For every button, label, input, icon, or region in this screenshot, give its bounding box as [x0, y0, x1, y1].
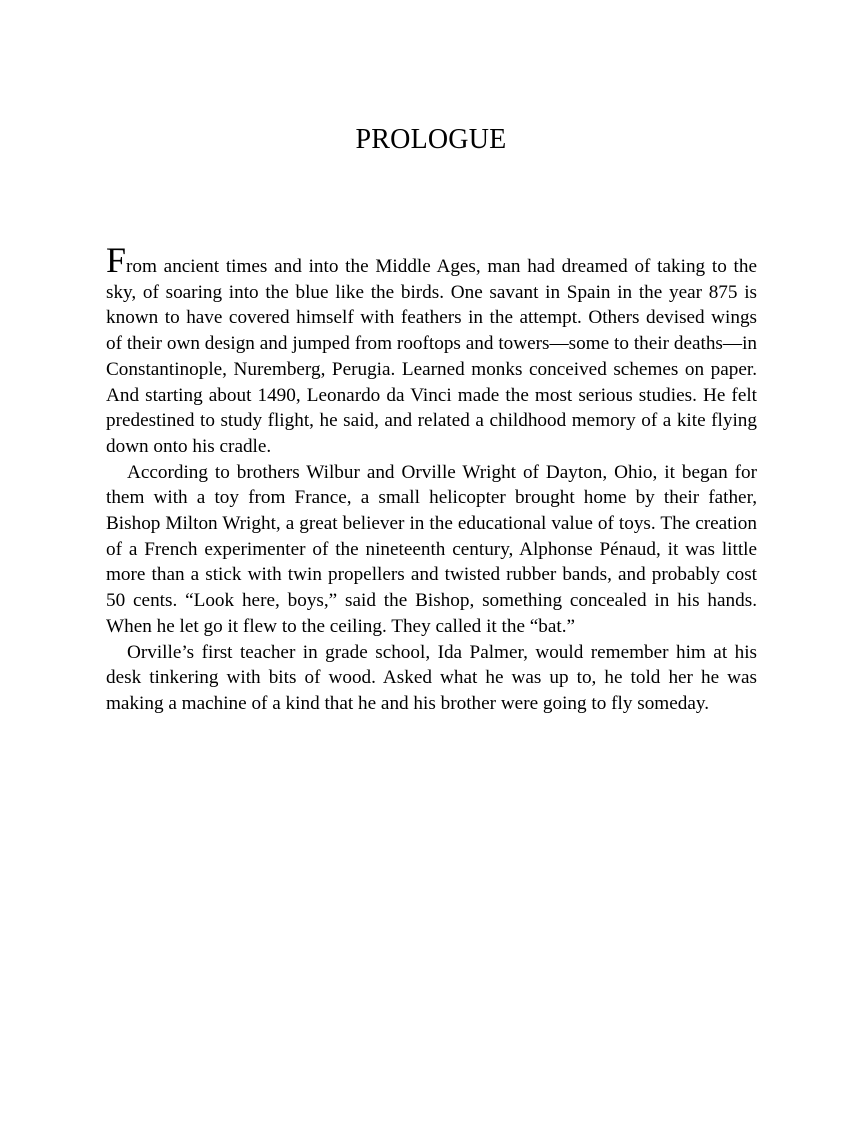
body-text: [106, 240, 757, 717]
chapter-title: PROLOGUE: [355, 124, 507, 155]
paragraph-1: [106, 240, 757, 460]
drop-cap-initial: F: [106, 240, 127, 280]
paragraph-3: Orville’s first teacher in grade school, Ida Palmer, would remember him at his desk tinkering with bits of wood. Asked what he was up to, he told her he was making a machine of a kind that he and his brother were going to fly someday.: [106, 641, 757, 714]
paragraph-2: According to brothers Wilbur and Orville Wright of Dayton, Ohio, it began for them with a toy from France, a small helicopter brought home by their father, Bishop Milton Wright, a great believer in the educational value of toys. The creation of a French experimenter of the nineteenth century, Alphonse Pénaud, it was little more than a stick with twin propellers and twisted rubber bands, and probably cost 50 cents. “Look here, boys,” said the Bishop, something concealed in his hands. When he let go it flew to the ceiling. They called it the “bat.”: [106, 461, 757, 637]
paragraph-1-text: rom ancient times and into the Middle Ages, man had dreamed of taking to the sky, of soaring into the blue like the birds. One savant in Spain in the year 875 is known to have covered himself with feathers in the attempt. Others devised wings of their own design and jumped from rooftops and towers—some to their deaths—in Constantinople, Nuremberg, Perugia. Learned monks conceived schemes on paper. And starting about 1490, Leonardo da Vinci made the most serious studies. He felt predestined to study flight, he said, and related a childhood memory of a kite flying down onto his cradle.: [106, 256, 757, 457]
